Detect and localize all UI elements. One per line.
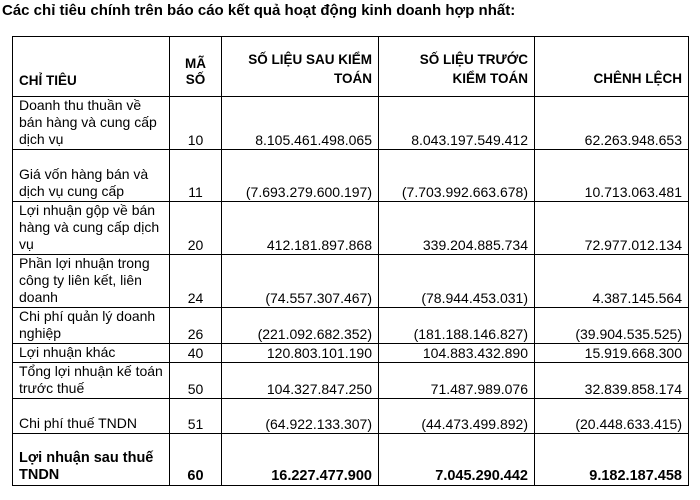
row-item: Chi phí quản lý doanh nghiệp — [13, 308, 170, 344]
row-code: 51 — [170, 399, 222, 434]
row-code: 20 — [170, 202, 222, 255]
row-item: Doanh thu thuần về bán hàng và cung cấp dịch vụ — [13, 97, 170, 150]
financial-results-table — [12, 36, 689, 486]
row-difference: 4.387.145.564 — [535, 255, 689, 308]
row-pre-audit: 339.204.885.734 — [379, 202, 535, 255]
row-audited: 412.181.897.868 — [222, 202, 379, 255]
row-item: Lợi nhuận sau thuế TNDN — [13, 434, 170, 486]
row-item: Phần lợi nhuận trong công ty liên kết, liên doanh — [13, 255, 170, 308]
header-row — [13, 37, 689, 97]
table-row — [13, 150, 689, 202]
table-row — [13, 97, 689, 150]
table-row — [13, 344, 689, 363]
row-difference: 10.713.063.481 — [535, 150, 689, 202]
row-code: 50 — [170, 363, 222, 399]
row-item: Lợi nhuận khác — [13, 344, 170, 363]
row-difference: 9.182.187.458 — [535, 434, 689, 486]
row-difference: (39.904.535.525) — [535, 308, 689, 344]
row-code: 11 — [170, 150, 222, 202]
row-pre-audit: 71.487.989.076 — [379, 363, 535, 399]
table-row — [13, 255, 689, 308]
row-audited: (64.922.133.307) — [222, 399, 379, 434]
header-item: CHỈ TIÊU — [13, 37, 170, 97]
row-audited: (74.557.307.467) — [222, 255, 379, 308]
row-code: 24 — [170, 255, 222, 308]
row-pre-audit: (44.473.499.892) — [379, 399, 535, 434]
row-item: Chi phí thuế TNDN — [13, 399, 170, 434]
row-difference: (20.448.633.415) — [535, 399, 689, 434]
table-row-total — [13, 434, 689, 486]
row-difference: 62.263.948.653 — [535, 97, 689, 150]
row-code: 60 — [170, 434, 222, 486]
table-row — [13, 363, 689, 399]
row-pre-audit: (181.188.146.827) — [379, 308, 535, 344]
row-difference: 32.839.858.174 — [535, 363, 689, 399]
row-audited: 120.803.101.190 — [222, 344, 379, 363]
table-row — [13, 202, 689, 255]
row-difference: 15.919.668.300 — [535, 344, 689, 363]
header-audited: SỐ LIỆU SAU KIỂM TOÁN — [222, 37, 379, 97]
header-code: MÃ SỐ — [170, 37, 222, 97]
header-pre-audit: SỐ LIỆU TRƯỚC KIỂM TOÁN — [379, 37, 535, 97]
table-row — [13, 399, 689, 434]
row-item: Giá vốn hàng bán và dịch vụ cung cấp — [13, 150, 170, 202]
row-audited: 104.327.847.250 — [222, 363, 379, 399]
row-pre-audit: (78.944.453.031) — [379, 255, 535, 308]
row-item: Tổng lợi nhuận kế toán trước thuế — [13, 363, 170, 399]
row-code: 26 — [170, 308, 222, 344]
row-code: 10 — [170, 97, 222, 150]
row-audited: 8.105.461.498.065 — [222, 97, 379, 150]
row-difference: 72.977.012.134 — [535, 202, 689, 255]
row-audited: 16.227.477.900 — [222, 434, 379, 486]
row-pre-audit: (7.703.992.663.678) — [379, 150, 535, 202]
row-pre-audit: 8.043.197.549.412 — [379, 97, 535, 150]
row-code: 40 — [170, 344, 222, 363]
header-difference: CHÊNH LỆCH — [535, 37, 689, 97]
row-audited: (221.092.682.352) — [222, 308, 379, 344]
table-row — [13, 308, 689, 344]
row-audited: (7.693.279.600.197) — [222, 150, 379, 202]
row-pre-audit: 104.883.432.890 — [379, 344, 535, 363]
row-pre-audit: 7.045.290.442 — [379, 434, 535, 486]
row-item: Lợi nhuận gộp về bán hàng và cung cấp dịch vụ — [13, 202, 170, 255]
page-title: Các chỉ tiêu chính trên báo cáo kết quả hoạt động kinh doanh hợp nhất: — [2, 2, 516, 19]
